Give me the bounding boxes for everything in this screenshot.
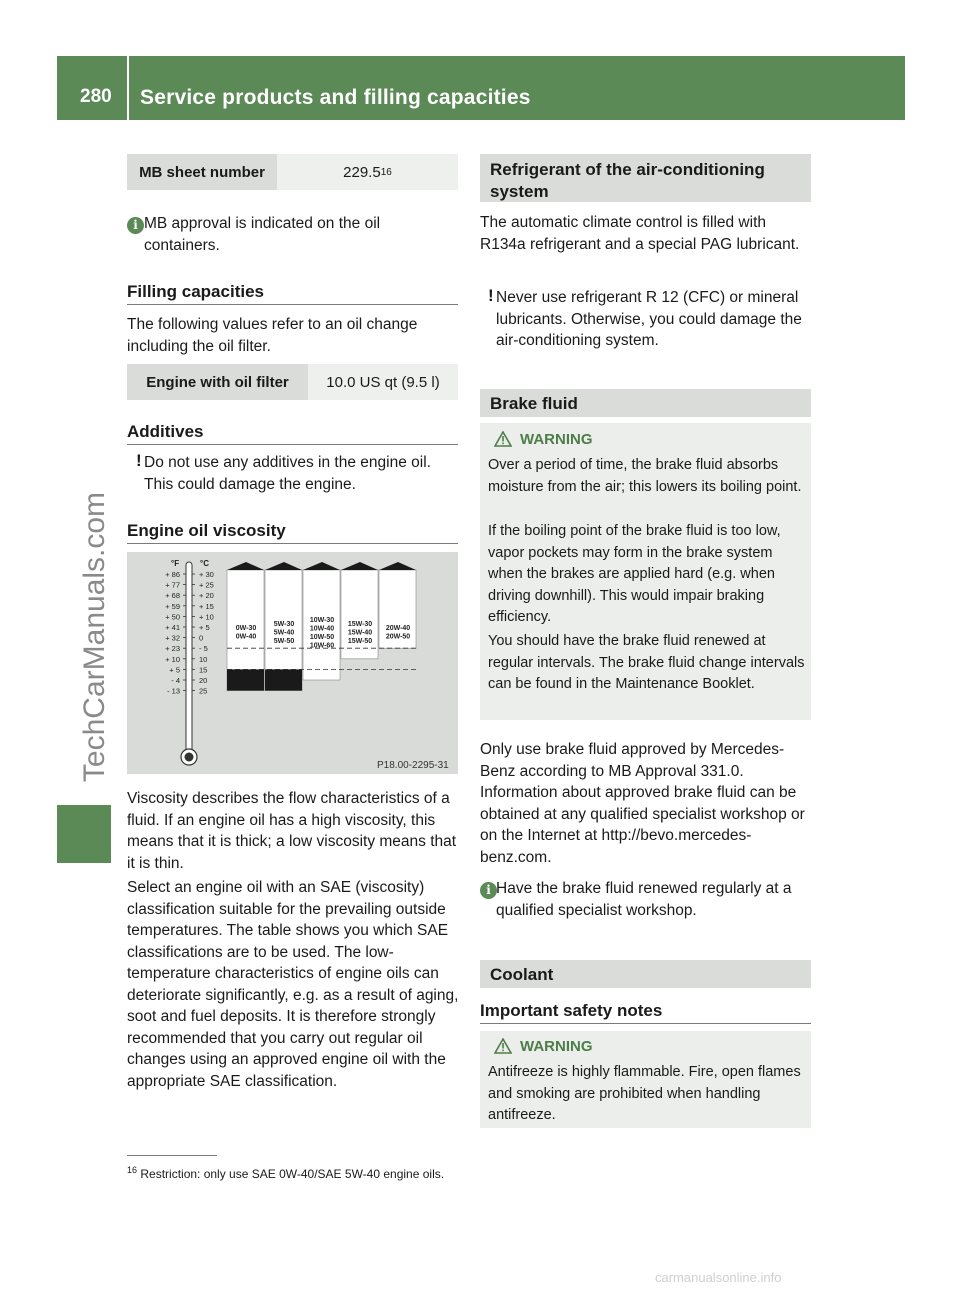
f-tick-label: + 50 (165, 612, 180, 622)
header-divider (127, 56, 129, 120)
viscosity-label: 0W-30 (235, 625, 257, 632)
caution-icon: ! (136, 451, 142, 470)
viscosity-paragraph-2: Select an engine oil with an SAE (viscosity) classification suitable for the prevailing outside temperatures. The table shows you which SAE classifications are to be used. The low-temperature characteristics of engine oils can deteriorate significantly, e.g. as a result of aging, soot and fuel deposits. It is therefore strongly recommended that you carry out regular oil changes using an approved engine oil with the appropriate SAE classification. (127, 879, 459, 1090)
c-tick-label: + 5 (199, 623, 210, 632)
f-tick-label: + 41 (165, 623, 180, 632)
viscosity-column (341, 570, 378, 659)
engine-oil-value: 10.0 US qt (9.5 l) (308, 364, 458, 400)
f-tick-label: + 59 (165, 601, 180, 611)
f-tick-label: + 77 (165, 580, 180, 590)
refrigerant-text: The automatic climate control is filled with R134a refrigerant and a special PAG lubricant. (480, 214, 800, 253)
heading-rule (127, 304, 458, 305)
coolant-warning-text: Antifreeze is highly flammable. Fire, open flames and smoking are prohibited when handling antifreeze. (488, 1064, 801, 1123)
safety-notes-heading: Important safety notes (480, 1001, 663, 1020)
mb-sheet-value (277, 154, 458, 190)
c-tick-label: + 30 (199, 570, 214, 579)
brake-info: Have the brake fluid renewed regularly at a qualified specialist workshop. (496, 880, 792, 919)
c-tick-label: + 15 (199, 601, 214, 611)
warning-label: WARNING (520, 1038, 593, 1055)
chart-reference: P18.00-2295-31 (377, 760, 449, 771)
c-tick-label: 25 (199, 686, 208, 696)
brake-paragraph-2: Information about approved brake fluid can be obtained at any qualified specialist workshop or on the Internet at http://bevo.mercedes-benz.com. (480, 784, 805, 866)
c-axis-label: °C (200, 559, 209, 568)
site-watermark: carmanualsonline.info (655, 1270, 782, 1285)
viscosity-label: 10W-30 (309, 617, 335, 624)
refrigerant-heading: Refrigerant of the air-conditioning system (490, 160, 765, 201)
additives-heading: Additives (127, 422, 204, 441)
c-tick-label: 20 (199, 676, 208, 685)
f-tick-label: + 32 (165, 633, 180, 643)
column-arrow (227, 562, 264, 570)
brake-banner (480, 389, 811, 417)
thermometer-tube (186, 562, 192, 752)
heading-rule (480, 1023, 811, 1024)
f-tick-label: + 5 (169, 665, 180, 675)
filling-text: The following values refer to an oil change including the oil filter. (127, 316, 418, 355)
f-tick-label: + 10 (165, 654, 180, 664)
viscosity-label: 15W-30 (347, 621, 373, 628)
viscosity-heading: Engine oil viscosity (127, 521, 286, 540)
filling-capacities-heading: Filling capacities (127, 282, 264, 301)
viscosity-label: 5W-40 (273, 629, 295, 637)
info-icon: i (127, 217, 144, 234)
brake-paragraph-1: Only use brake fluid approved by Mercedes-Benz according to MB Approval 331.0. (480, 741, 785, 780)
viscosity-label: 10W-60 (309, 642, 335, 650)
viscosity-label: 10W-40 (309, 625, 335, 633)
viscosity-label: 20W-40 (385, 625, 411, 632)
f-axis-label: °F (171, 559, 180, 568)
c-tick-label: 15 (199, 665, 208, 675)
heading-rule (127, 444, 458, 445)
f-tick-label: - 4 (171, 676, 180, 685)
page-number: 280 (80, 86, 112, 107)
info-icon: i (480, 882, 497, 899)
viscosity-label: 5W-30 (273, 621, 295, 628)
thermometer-bulb-fill (185, 753, 194, 762)
c-tick-label: 0 (199, 633, 204, 643)
column-arrow (341, 562, 378, 570)
footnote-ref: 16 (380, 166, 392, 178)
c-tick-label: + 20 (199, 591, 214, 601)
info-mb-approval: MB approval is indicated on the oil containers. (144, 215, 381, 254)
additives-note: Do not use any additives in the engine oil. This could damage the engine. (144, 454, 431, 493)
brake-heading: Brake fluid (490, 394, 578, 413)
f-tick-label: + 86 (165, 570, 180, 579)
f-tick-label: + 23 (165, 644, 180, 654)
viscosity-label: 20W-50 (385, 633, 411, 641)
viscosity-label: 15W-40 (347, 629, 373, 637)
column-arrow (265, 562, 302, 570)
warning-label: WARNING (520, 431, 593, 448)
mb-sheet-number: 229.5 (343, 163, 381, 181)
footnote-rule (127, 1155, 217, 1156)
c-tick-label: 10 (199, 654, 208, 664)
c-tick-label: + 25 (199, 580, 214, 590)
footnote-text: Restriction: only use SAE 0W-40/SAE 5W-40 engine oils. (140, 1167, 445, 1181)
heading-rule (127, 543, 458, 544)
footnote-number: 16 (127, 1165, 138, 1175)
column-arrow (303, 562, 340, 570)
column-dark-band (265, 669, 302, 690)
section-tab (57, 805, 111, 863)
c-tick-label: - 5 (199, 644, 208, 654)
column-arrow (379, 562, 416, 570)
viscosity-label: 5W-50 (273, 638, 295, 645)
page-title: Service products and filling capacities (140, 86, 531, 109)
warning-icon (494, 431, 512, 447)
column-dark-band (227, 669, 264, 690)
mb-sheet-label: MB sheet number (127, 154, 277, 190)
viscosity-label: 0W-40 (235, 633, 257, 641)
viscosity-chart (127, 552, 458, 774)
brake-warning-p3: You should have the brake fluid renewed at regular intervals. The brake fluid change intervals can be found in the Maintenance Booklet. (488, 633, 805, 692)
f-tick-label: + 68 (165, 591, 180, 601)
engine-oil-label: Engine with oil filter (127, 364, 308, 400)
brake-warning-p1: Over a period of time, the brake fluid absorbs moisture from the air; this lowers its boiling point. (488, 457, 802, 495)
refrigerant-note: Never use refrigerant R 12 (CFC) or mineral lubricants. Otherwise, you could damage the air-conditioning system. (496, 289, 802, 349)
caution-icon: ! (488, 286, 494, 305)
viscosity-paragraph-1: Viscosity describes the flow characteristics of a fluid. If an engine oil has a high viscosity, this means that it is thick; a low viscosity means that it is thin. (127, 790, 457, 872)
viscosity-label: 15W-50 (347, 638, 373, 645)
c-tick-label: + 10 (199, 612, 214, 622)
warning-icon (494, 1038, 512, 1054)
brake-warning-p2: If the boiling point of the brake fluid is too low, vapor pockets may form in the brake system when the brakes are applied hard (e.g. when driving downhill). This would impair braking efficiency. (488, 523, 781, 625)
side-watermark: TechCarManuals.com (78, 491, 111, 783)
viscosity-chart-svg (127, 552, 458, 774)
coolant-banner (480, 960, 811, 988)
footnote (127, 1165, 444, 1181)
viscosity-label: 10W-50 (309, 634, 335, 641)
f-tick-label: - 13 (167, 686, 180, 696)
refrigerant-banner (480, 154, 811, 202)
coolant-heading: Coolant (490, 965, 554, 984)
